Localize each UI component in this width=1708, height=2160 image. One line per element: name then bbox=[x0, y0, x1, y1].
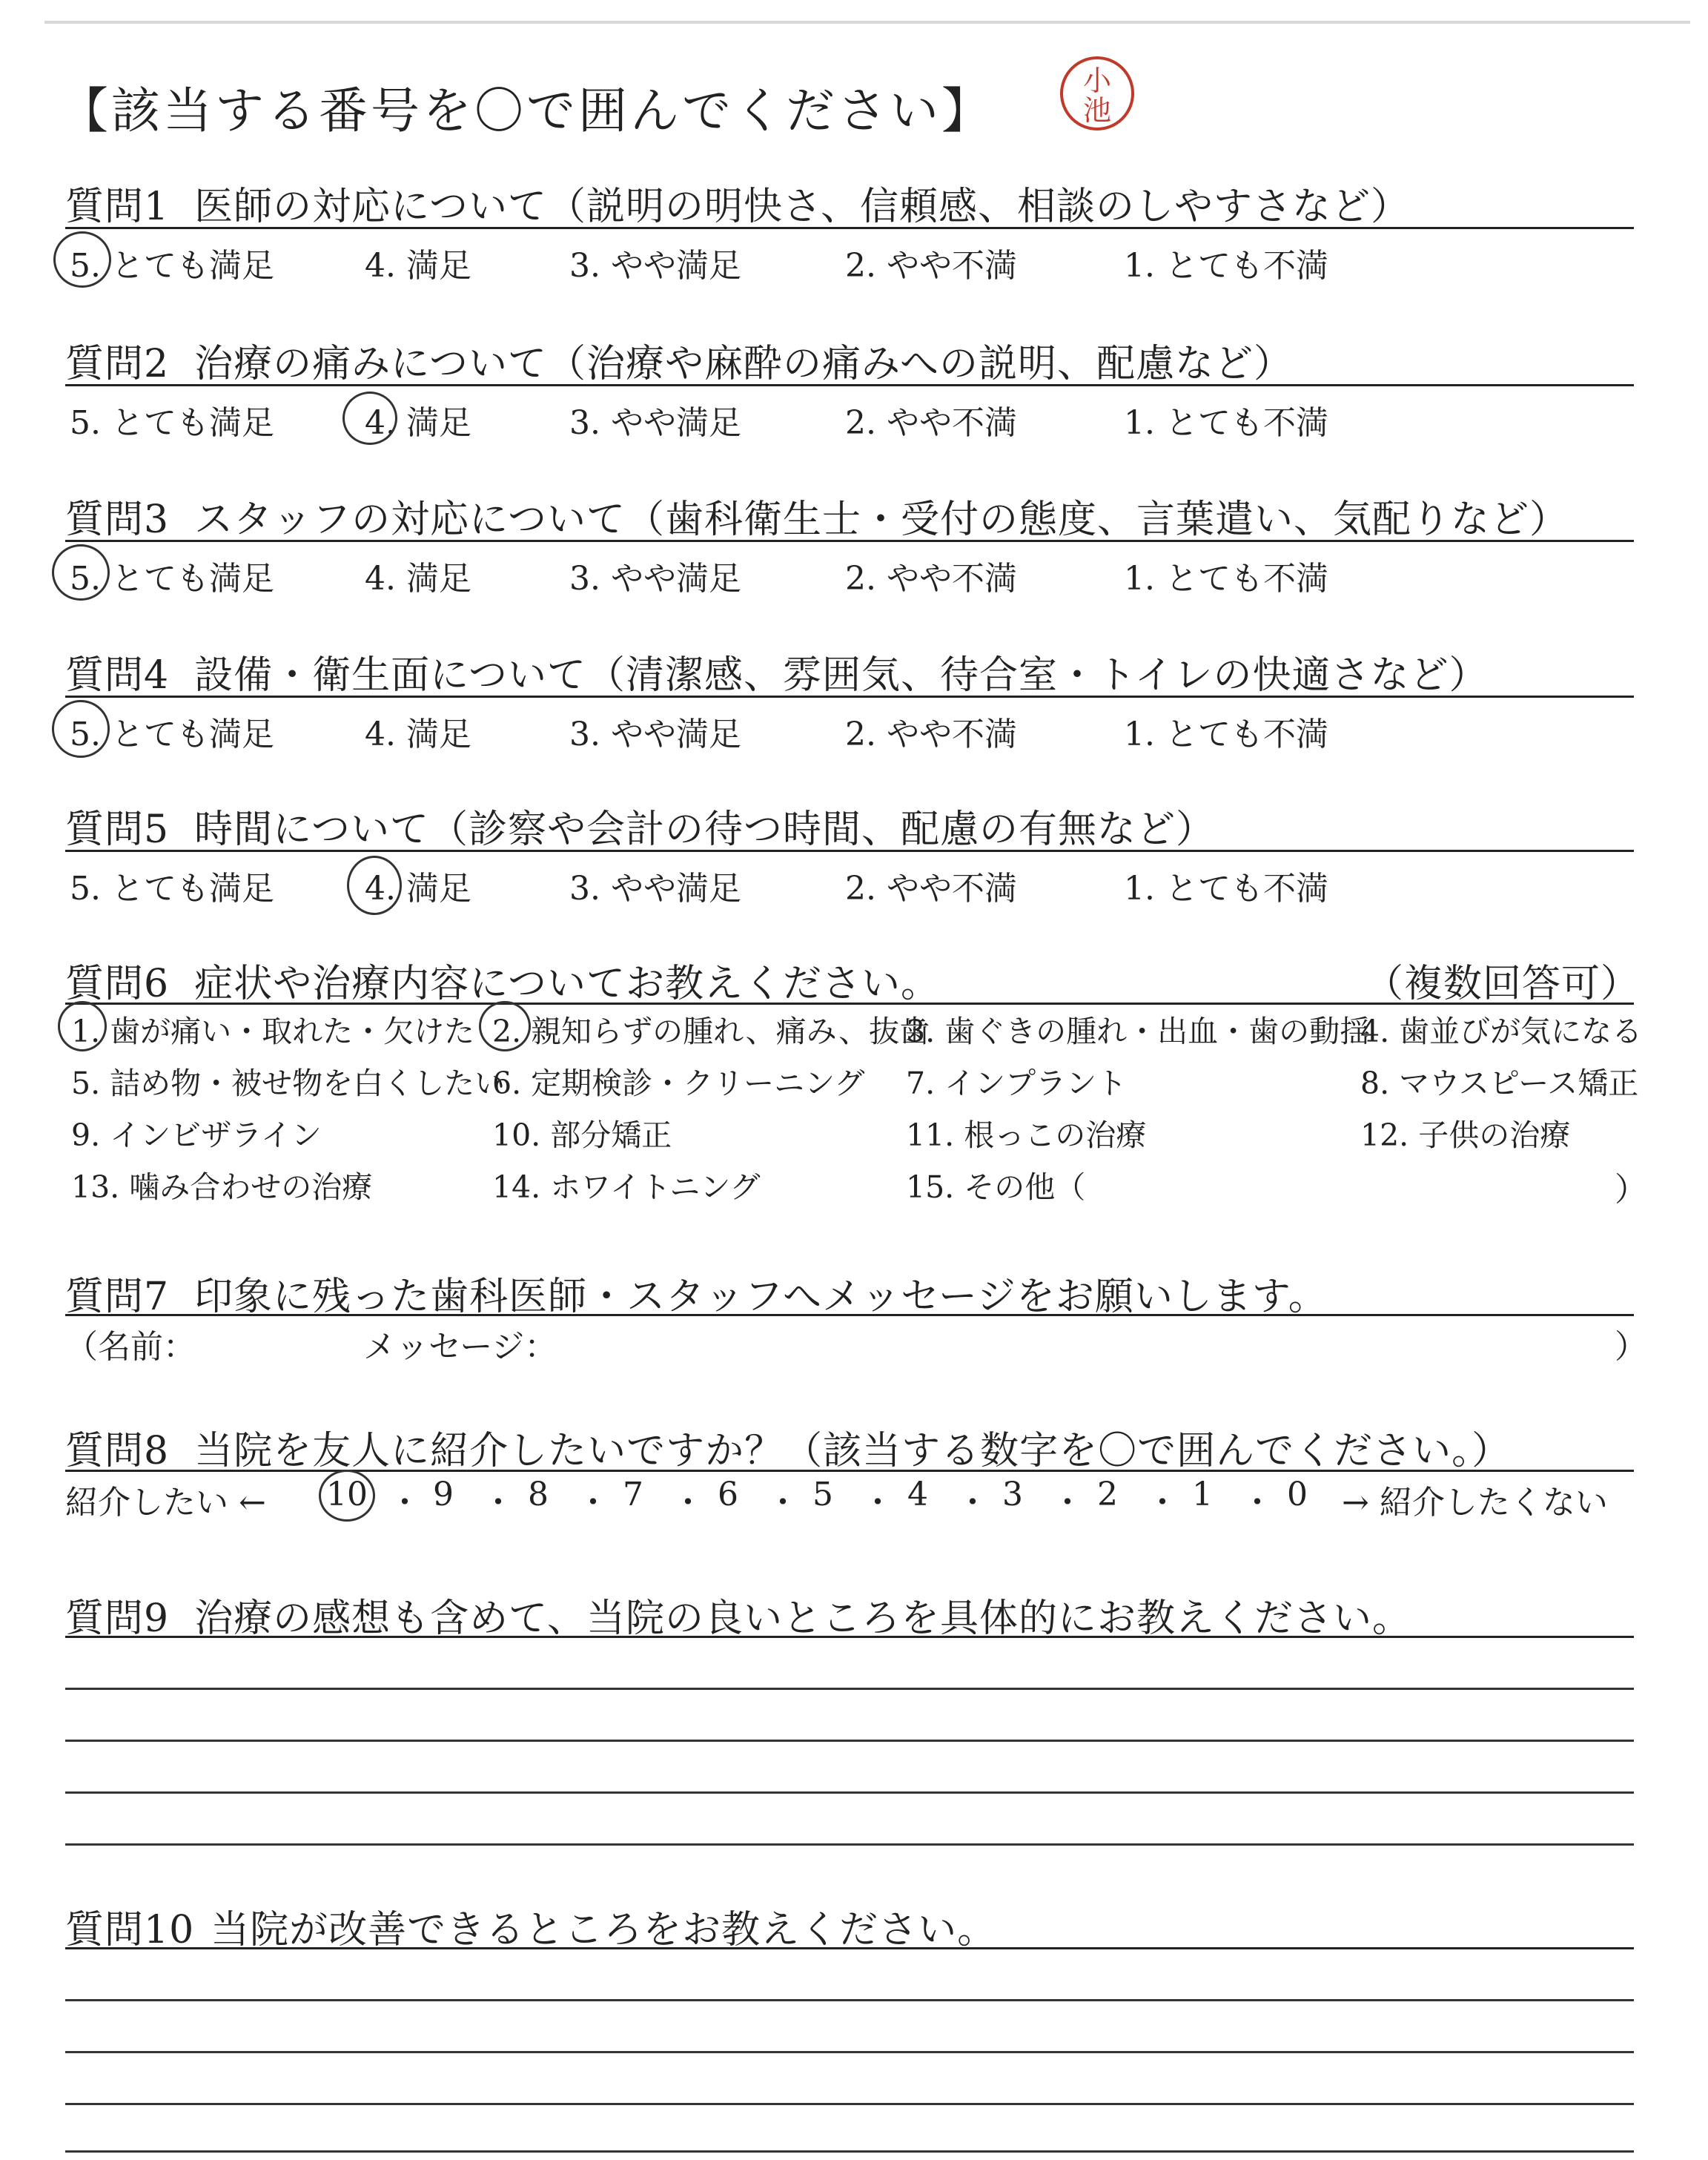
question-text: 当院が改善できるところをお教えください。 bbox=[211, 1908, 997, 1952]
q1-option-1[interactable]: 1. とても不満 bbox=[1124, 247, 1328, 285]
q10-writing-line[interactable] bbox=[65, 2051, 1634, 2053]
handwritten-circle-q3 bbox=[52, 544, 110, 601]
q3-option-1[interactable]: 1. とても不満 bbox=[1124, 560, 1328, 598]
scale-value-3[interactable]: 3 bbox=[1002, 1476, 1023, 1513]
q2-option-4[interactable]: 4. 満足 bbox=[365, 404, 471, 442]
q6-option-4[interactable]: 4. 歯並びが気になる bbox=[1360, 1014, 1643, 1049]
question-6-rule bbox=[65, 1003, 1634, 1005]
question-5-heading bbox=[65, 798, 1215, 853]
question-text: 設備・衛生面について（清潔感、雰囲気、待合室・トイレの快適さなど） bbox=[194, 653, 1489, 698]
question-text: 治療の痛みについて（治療や麻酔の痛みへの説明、配慮など） bbox=[194, 342, 1294, 386]
question-2-heading bbox=[65, 332, 1293, 388]
scale-separator: ・ bbox=[482, 1484, 514, 1522]
scale-separator: ・ bbox=[1241, 1484, 1274, 1522]
q2-option-2[interactable]: 2. やや不満 bbox=[845, 404, 1017, 442]
q3-option-2[interactable]: 2. やや不満 bbox=[845, 560, 1017, 598]
question-6-heading bbox=[65, 952, 1641, 1008]
stamp-char-top: 小 bbox=[1082, 65, 1112, 97]
scale-value-9[interactable]: 9 bbox=[433, 1476, 454, 1513]
q1-option-3[interactable]: 3. やや満足 bbox=[569, 247, 741, 285]
recommend-scale bbox=[65, 1476, 1652, 1520]
scale-value-7[interactable]: 7 bbox=[623, 1476, 643, 1513]
q5-option-2[interactable]: 2. やや不満 bbox=[845, 870, 1017, 908]
q6-option-5[interactable]: 5. 詰め物・被せ物を白くしたい bbox=[71, 1066, 506, 1101]
scale-separator: ・ bbox=[577, 1484, 609, 1522]
question-1-rule bbox=[65, 227, 1634, 229]
question-1-answers bbox=[65, 239, 1634, 283]
q1-option-4[interactable]: 4. 満足 bbox=[365, 247, 471, 285]
question-text: 医師の対応について（説明の明快さ、信頼感、相談のしやすさなど） bbox=[194, 185, 1410, 229]
q6-option-3[interactable]: 3. 歯ぐきの腫れ・出血・歯の動揺 bbox=[906, 1014, 1371, 1049]
question-9-heading bbox=[65, 1587, 1411, 1642]
q6-option-8[interactable]: 8. マウスピース矯正 bbox=[1360, 1066, 1639, 1101]
scale-separator: ・ bbox=[767, 1484, 799, 1522]
name-label: （名前： bbox=[65, 1328, 196, 1366]
handwritten-circle-q1 bbox=[53, 231, 111, 288]
q3-option-5[interactable]: 5. とても満足 bbox=[70, 560, 274, 598]
q5-option-4[interactable]: 4. 満足 bbox=[365, 870, 471, 908]
question-4-heading bbox=[65, 644, 1488, 699]
message-close-paren: ） bbox=[1615, 1328, 1647, 1366]
scale-value-1[interactable]: 1 bbox=[1192, 1476, 1213, 1513]
q10-writing-line[interactable] bbox=[65, 2103, 1634, 2105]
handwritten-circle-q4 bbox=[52, 700, 110, 758]
stamp-char-bottom: 池 bbox=[1082, 94, 1112, 127]
scale-value-2[interactable]: 2 bbox=[1097, 1476, 1118, 1513]
question-number: 質問9 bbox=[65, 1596, 170, 1641]
question-9-rule bbox=[65, 1636, 1634, 1638]
question-number: 質問7 bbox=[65, 1275, 170, 1319]
scale-value-10[interactable]: 10 bbox=[326, 1476, 368, 1513]
q9-writing-line[interactable] bbox=[65, 1843, 1634, 1846]
scale-right-label: → 紹介したくない bbox=[1342, 1484, 1608, 1522]
question-4-answers bbox=[65, 707, 1634, 752]
question-number: 質問6 bbox=[65, 962, 170, 1006]
q6-option-2[interactable]: 2. 親知らずの腫れ、痛み、抜歯 bbox=[492, 1014, 930, 1049]
scale-left-label: 紹介したい ← bbox=[65, 1484, 266, 1522]
question-7-heading bbox=[65, 1265, 1328, 1321]
question-2-answers bbox=[65, 396, 1634, 440]
q6-option-10[interactable]: 10. 部分矯正 bbox=[492, 1117, 672, 1153]
q6-option-7[interactable]: 7. インプラント bbox=[906, 1066, 1128, 1101]
question-10-heading bbox=[65, 1898, 996, 1954]
question-number: 質問1 bbox=[65, 185, 170, 229]
q6-option-9[interactable]: 9. インビザライン bbox=[71, 1117, 322, 1153]
scale-value-5[interactable]: 5 bbox=[812, 1476, 833, 1513]
q4-option-1[interactable]: 1. とても不満 bbox=[1124, 716, 1328, 753]
q6-other-close-paren: ） bbox=[1615, 1171, 1647, 1209]
q4-option-5[interactable]: 5. とても満足 bbox=[70, 716, 274, 753]
q6-option-6[interactable]: 6. 定期検診・クリーニング bbox=[492, 1066, 865, 1101]
question-8-heading bbox=[65, 1419, 1511, 1475]
scale-separator: ・ bbox=[861, 1484, 894, 1522]
q2-option-3[interactable]: 3. やや満足 bbox=[569, 404, 741, 442]
q6-option-12[interactable]: 12. 子供の治療 bbox=[1360, 1117, 1571, 1153]
q6-option-11[interactable]: 11. 根っこの治療 bbox=[906, 1117, 1147, 1153]
q10-writing-line[interactable] bbox=[65, 2150, 1634, 2153]
question-number: 質問2 bbox=[65, 342, 170, 386]
question-6-options bbox=[65, 1007, 1647, 1222]
scale-separator: ・ bbox=[1051, 1484, 1084, 1522]
handwritten-circle-q2 bbox=[342, 392, 397, 445]
question-3-rule bbox=[65, 540, 1634, 542]
q10-writing-line[interactable] bbox=[65, 1999, 1634, 2001]
q5-option-1[interactable]: 1. とても不満 bbox=[1124, 870, 1328, 908]
question-3-answers bbox=[65, 552, 1634, 596]
scale-separator: ・ bbox=[388, 1484, 421, 1522]
question-3-heading bbox=[65, 488, 1569, 544]
question-7-rule bbox=[65, 1314, 1634, 1316]
scale-value-8[interactable]: 8 bbox=[528, 1476, 549, 1513]
question-number: 質問4 bbox=[65, 653, 170, 698]
q2-option-1[interactable]: 1. とても不満 bbox=[1124, 404, 1328, 442]
q1-option-2[interactable]: 2. やや不満 bbox=[845, 247, 1017, 285]
q2-option-5[interactable]: 5. とても満足 bbox=[70, 404, 274, 442]
question-10-rule bbox=[65, 1947, 1634, 1949]
q1-option-5[interactable]: 5. とても満足 bbox=[70, 247, 274, 285]
q5-option-3[interactable]: 3. やや満足 bbox=[569, 870, 741, 908]
handwritten-circle-q5 bbox=[347, 856, 402, 915]
question-number: 質問5 bbox=[65, 807, 170, 852]
q6-option-13[interactable]: 13. 噛み合わせの治療 bbox=[71, 1169, 373, 1205]
q6-option-15-other[interactable]: 15. その他（ bbox=[906, 1169, 1086, 1205]
message-label: メッセージ： bbox=[363, 1328, 557, 1366]
question-5-rule bbox=[65, 850, 1634, 852]
scale-separator: ・ bbox=[956, 1484, 989, 1522]
q4-option-2[interactable]: 2. やや不満 bbox=[845, 716, 1017, 753]
question-text: 印象に残った歯科医師・スタッフへメッセージをお願いします。 bbox=[194, 1275, 1328, 1319]
scale-value-6[interactable]: 6 bbox=[718, 1476, 738, 1513]
q3-option-3[interactable]: 3. やや満足 bbox=[569, 560, 741, 598]
q3-option-4[interactable]: 4. 満足 bbox=[365, 560, 471, 598]
question-2-rule bbox=[65, 384, 1634, 386]
question-number: 質問8 bbox=[65, 1429, 170, 1473]
scale-separator: ・ bbox=[672, 1484, 704, 1522]
q9-writing-line[interactable] bbox=[65, 1791, 1634, 1794]
hanko-stamp bbox=[1057, 53, 1137, 133]
scale-value-0[interactable]: 0 bbox=[1287, 1476, 1308, 1513]
page-title: 【該当する番号を〇で囲んでください】 bbox=[59, 82, 993, 139]
q5-option-5[interactable]: 5. とても満足 bbox=[70, 870, 274, 908]
handwritten-circle-q6-2 bbox=[479, 1001, 531, 1051]
scale-separator: ・ bbox=[1146, 1484, 1179, 1522]
question-text: 治療の感想も含めて、当院の良いところを具体的にお教えください。 bbox=[194, 1596, 1412, 1641]
question-1-heading bbox=[65, 175, 1410, 231]
scale-value-4[interactable]: 4 bbox=[907, 1476, 928, 1513]
scan-top-edge bbox=[44, 21, 1690, 24]
handwritten-circle-q6-1 bbox=[58, 1001, 107, 1051]
question-text: 当院を友人に紹介したいですか？（該当する数字を〇で囲んでください。） bbox=[194, 1429, 1512, 1473]
question-text: 時間について（診察や会計の待つ時間、配慮の有無など） bbox=[194, 807, 1216, 852]
handwritten-circle-q8 bbox=[319, 1470, 375, 1522]
question-text: 症状や治療内容についてお教えください。 bbox=[194, 962, 941, 1006]
question-number: 質問10 bbox=[65, 1908, 195, 1952]
q4-option-4[interactable]: 4. 満足 bbox=[365, 716, 471, 753]
q9-writing-line[interactable] bbox=[65, 1688, 1634, 1690]
question-5-answers bbox=[65, 862, 1634, 906]
question-8-rule bbox=[65, 1470, 1634, 1472]
q6-option-14[interactable]: 14. ホワイトニング bbox=[492, 1169, 761, 1205]
q4-option-3[interactable]: 3. やや満足 bbox=[569, 716, 741, 753]
question-number: 質問3 bbox=[65, 498, 170, 542]
multiple-answers-note: （複数回答可） bbox=[1365, 962, 1641, 1006]
q9-writing-line[interactable] bbox=[65, 1740, 1634, 1742]
q6-option-1[interactable]: 1. 歯が痛い・取れた・欠けた bbox=[71, 1014, 475, 1049]
question-4-rule bbox=[65, 696, 1634, 698]
question-text: スタッフの対応について（歯科衛生士・受付の態度、言葉遣い、気配りなど） bbox=[194, 498, 1569, 542]
